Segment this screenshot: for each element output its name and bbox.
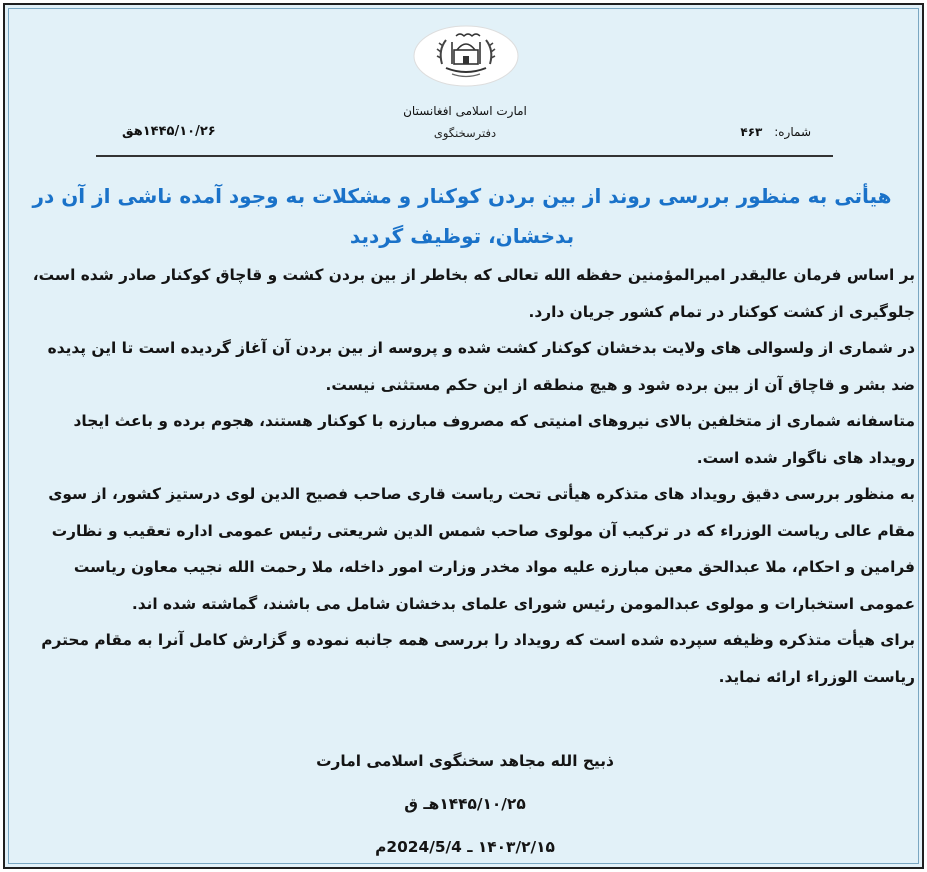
number-value: ۴۶۳ [740,125,763,139]
signature-date-lunar: ۱۴۴۵/۱۰/۲۵هـ ق [404,795,526,813]
document-number [740,125,811,139]
afghan-emirate-emblem-icon [412,24,520,88]
signature-block [100,740,830,869]
press-release-body [22,257,915,695]
signature-date-solar: ۱۴۰۳/۲/۱۵ ـ 2024/5/4م [375,838,555,856]
office-name: دفترسخنگوی [433,126,497,140]
header-divider [96,155,833,157]
press-release-headline: هیأتی به منظور بررسی روند از بین بردن کوکنار و مشکلات به وجود آمده ناشی از آن در بدخشان، توظیف گردید [32,184,892,248]
body-paragraph: برای هیأت متذکره وظیفه سپرده شده است که رویداد را بررسی همه جانبه نموده و گزارش کامل آنرا به مقام محترم ریاست الوزراء ارائه نماید. [41,631,915,686]
body-paragraph: به منظور بررسی دقیق رویداد های متذکره هیأتی تحت ریاست قاری صاحب فصیح الدین لوی درستیز کشور، از سوی مقام عالی ریاست الوزراء که در ترکیب آن مولوی صاحب شمس الدین شریعتی رئیس عمومی اداره تعقیب و نظارت فرامین و احکام، ملا عبدالحق معین مبارزه علیه مواد مخدر وزارت امور داخله، ملا رحمت الله نجیب معاون ریاست عمومی استخبارات و مولوی عبدالمومن رئیس شورای علمای بدخشان شامل می باشند، گماشته شده اند. [48,485,915,613]
organization-name: امارت اسلامی افغانستان [403,104,527,118]
body-paragraph: در شماری از ولسوالی های ولایت بدخشان کوکنار کشت شده و پروسه از بین بردن آن آغاز گردیده است تا این پدیده ضد بشر و قاچاق آن از بین برده شود و هیچ منطقه از این حکم مستثنی نیست. [47,339,915,394]
signatory-name: ذبیح الله مجاهد سخنگوی اسلامی امارت [316,752,614,770]
body-paragraph: بر اساس فرمان عالیقدر امیرالمؤمنین حفظه الله تعالی که بخاطر از بین بردن کشت و قاچاق کوکنار صادر شده است، جلوگیری از کشت کوکنار در تمام کشور جریان دارد. [32,266,915,321]
number-label: شماره: [774,125,811,139]
header-date: ۱۴۴۵/۱۰/۲۶هق [122,124,216,139]
body-paragraph: متاسفانه شماری از متخلفین بالای نیروهای امنیتی که مصروف مبارزه با کوکنار هستند، هجوم برده و باعث ایجاد رویداد های ناگوار شده است. [73,412,915,467]
